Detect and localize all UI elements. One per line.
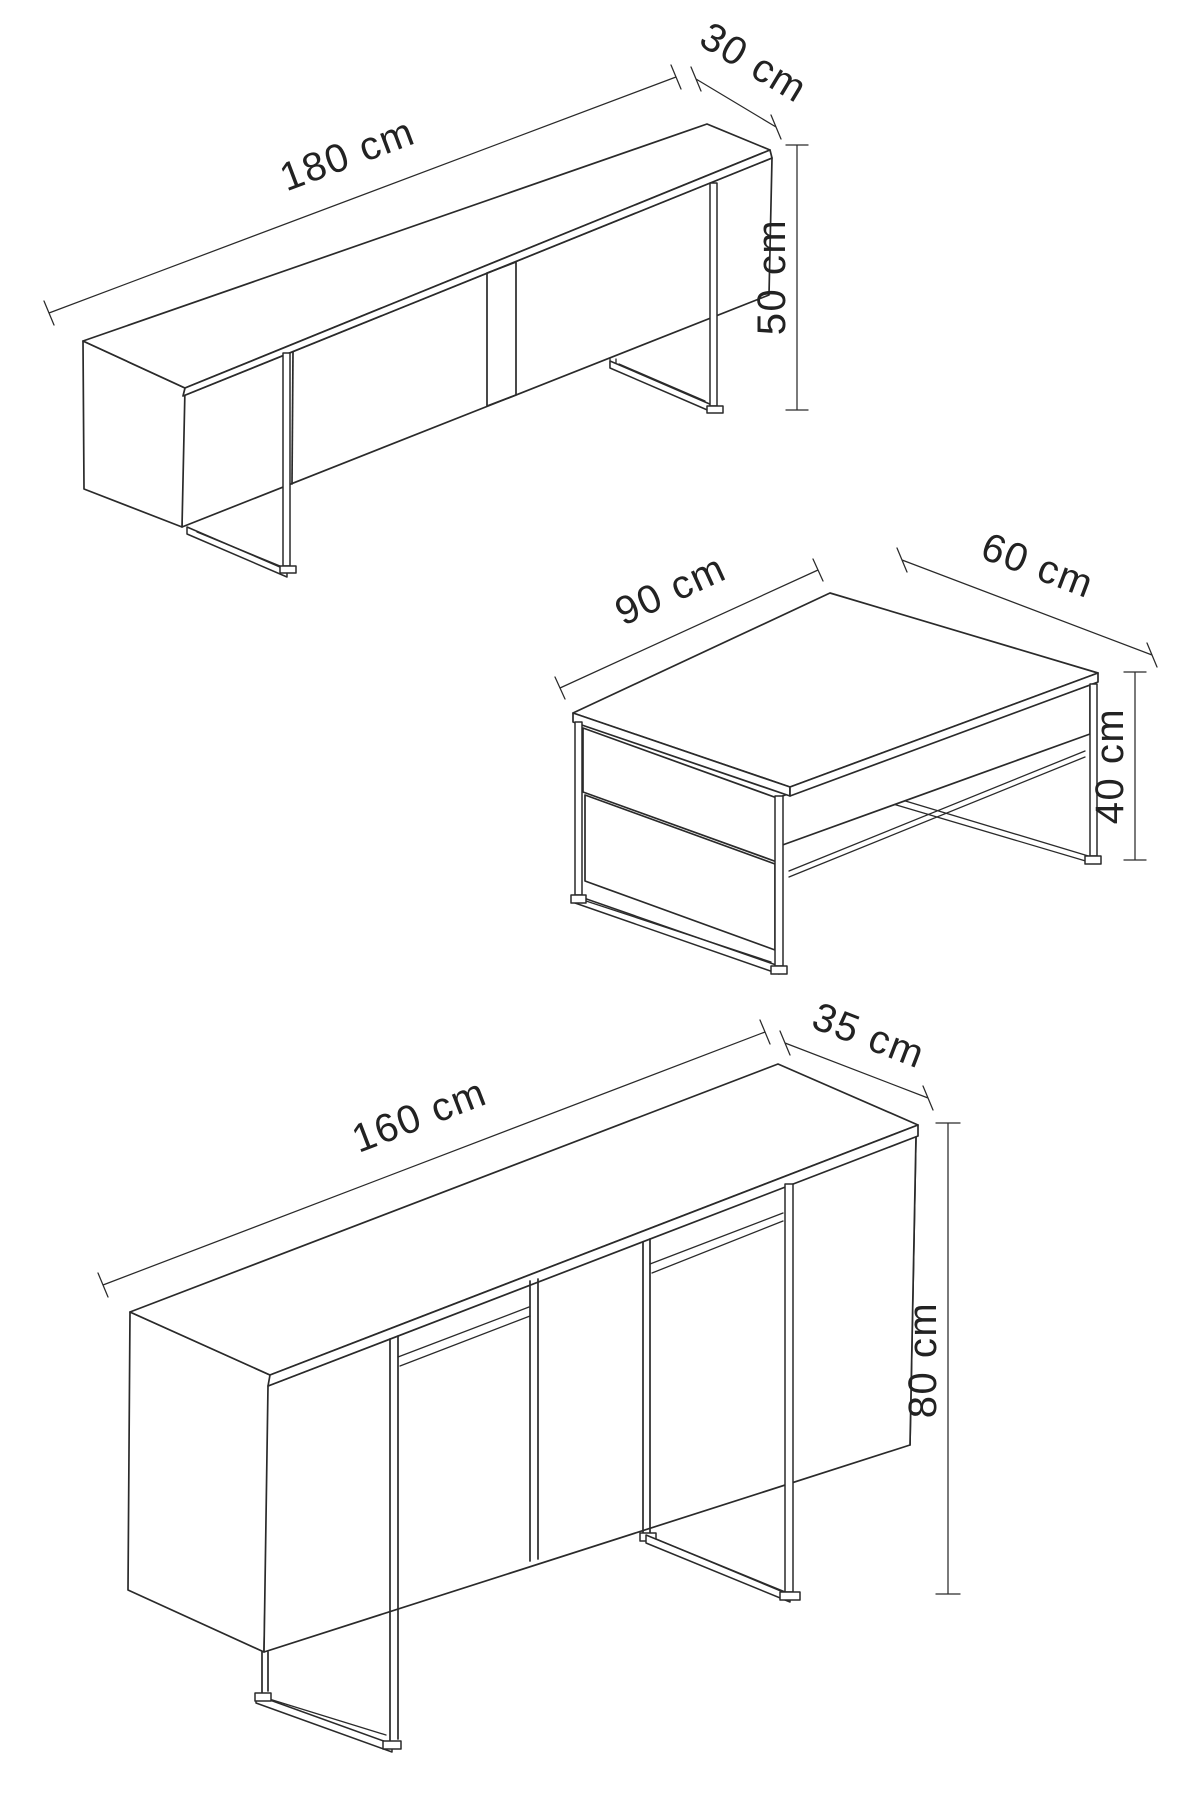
tv-stand-depth-dimension [691,14,815,139]
tv-stand-body [83,124,772,527]
tv-stand-depth-label: 30 cm [692,14,815,112]
console-right-leg-front-foot [780,1592,800,1600]
coffee-table-left-leg-rear-bar [575,722,582,895]
tv-stand-width-label: 180 cm [274,109,421,201]
tv-stand-left-leg-bar [283,353,290,566]
coffee-table-drawing [555,525,1157,974]
console-body [128,1064,918,1741]
tv-stand-right-leg-inner [619,364,705,401]
coffee-table-left-leg-front-bar [775,796,783,966]
coffee-table-depth-label: 60 cm [975,524,1100,608]
coffee-table-height-label: 40 cm [1088,707,1132,825]
console-left-leg-bottom [256,1695,392,1752]
tv-stand-left-leg-inner [197,532,280,566]
tv-stand-drawing [44,14,815,577]
tv-stand-left-leg-foot [280,566,296,573]
coffee-table-left-leg-front-foot [771,966,787,974]
console-left-leg-rear-foot [255,1693,271,1701]
console-drawing [98,994,960,1752]
tv-stand-height-label: 50 cm [750,218,794,336]
coffee-table-left-leg-rear-foot [571,895,586,903]
console-left-leg-rear-bar [262,1652,268,1695]
console-height-label: 80 cm [901,1301,945,1419]
tv-stand-right-leg-foot [707,406,723,413]
console-right-leg-bar [785,1184,793,1592]
coffee-table-right-leg-foot [1085,856,1101,864]
tv-stand-right-leg-bar [710,183,717,406]
tv-stand-door-edge [292,352,293,484]
console-right-leg-bottom [646,1535,790,1602]
console-left-leg-inner [266,1698,386,1735]
tv-stand-right-leg-bottom [610,361,712,412]
console-width-label: 160 cm [346,1070,493,1162]
console-left-leg-front-foot [383,1741,401,1749]
console-depth-label: 35 cm [806,994,931,1078]
coffee-table-width-label: 90 cm [608,545,733,635]
console-right-leg-inner [656,1539,783,1592]
